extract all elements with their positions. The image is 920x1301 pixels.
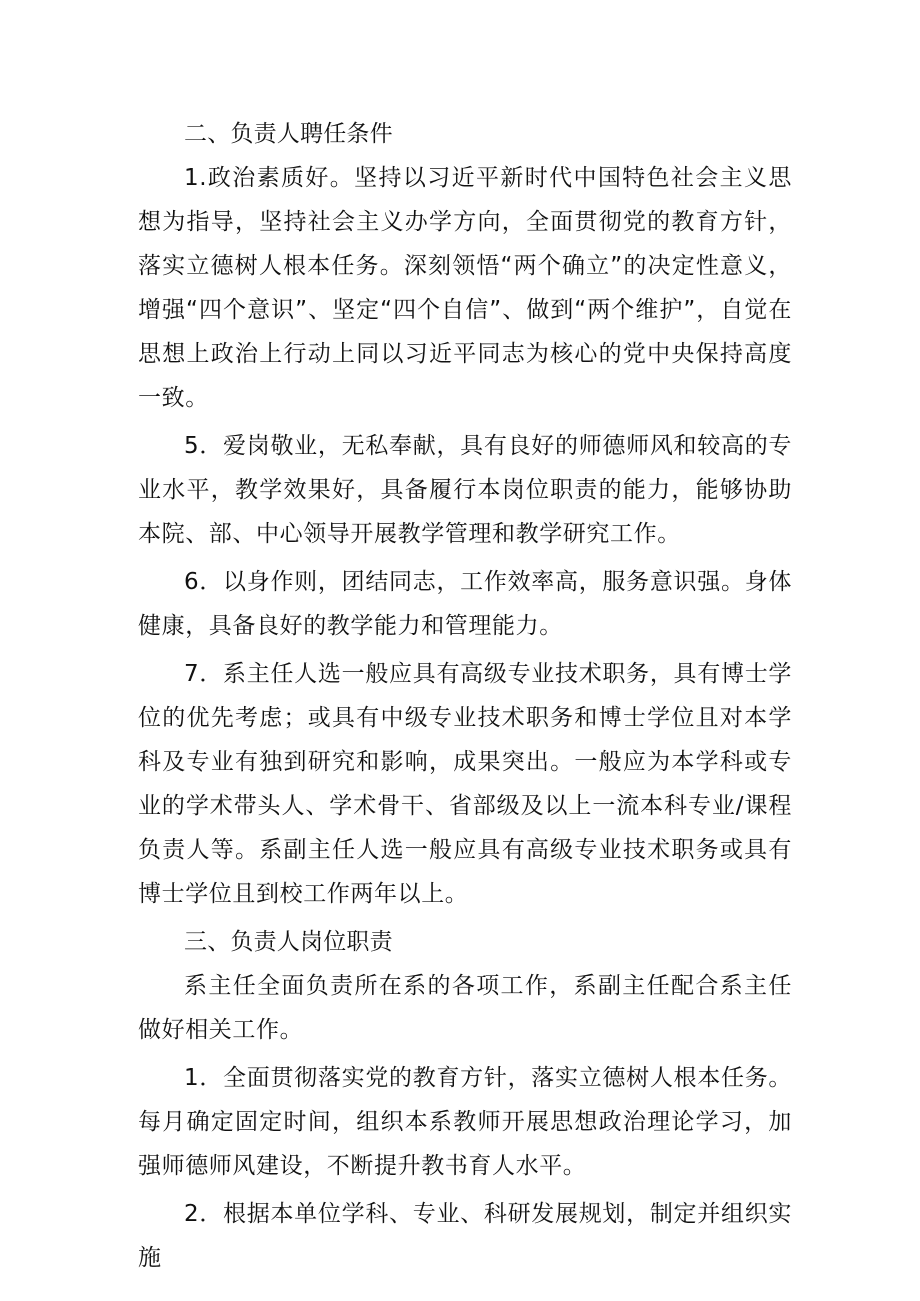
section-heading-appointment-conditions: 二、负责人聘任条件: [184, 121, 393, 147]
section-heading-job-responsibilities: 三、负责人岗位职责: [184, 929, 393, 955]
document-body: [138, 112, 792, 1284]
paragraph-responsibility-1: 1．全面贯彻落实党的教育方针，落实立德树人根本任务。每月确定固定时间，组织本系教师开展思想政治理论学习，加强师德师风建设，不断提升教书育人水平。: [138, 1065, 792, 1179]
paragraph-candidate-qualifications: 7．系主任人选一般应具有高级专业技术职务，具有博士学位的优先考虑；或具有中级专业技术职务和博士学位且对本学科及专业有独到研究和影响，成果突出。一般应为本学科或专业的学术带头人、学术骨干、省部级及以上一流本科专业/课程负责人等。系副主任人选一般应具有高级专业技术职务或具有博士学位且到校工作两年以上。: [138, 661, 792, 907]
paragraph-professional-dedication: 5．爱岗敬业，无私奉献，具有良好的师德师风和较高的专业水平，教学效果好，具备履行本岗位职责的能力，能够协助本院、部、中心领导开展教学管理和教学研究工作。: [138, 433, 792, 547]
paragraph-responsibility-overview: 系主任全面负责所在系的各项工作，系副主任配合系主任做好相关工作。: [138, 973, 792, 1043]
paragraph-leading-by-example: 6．以身作则，团结同志，工作效率高，服务意识强。身体健康，具备良好的教学能力和管理能力。: [138, 569, 792, 639]
paragraph-responsibility-2: 2．根据本单位学科、专业、科研发展规划，制定并组织实施: [138, 1201, 792, 1271]
paragraph-political-quality: 1.政治素质好。坚持以习近平新时代中国特色社会主义思想为指导，坚持社会主义办学方向，全面贯彻党的教育方针，落实立德树人根本任务。深刻领悟“两个确立”的决定性意义，增强“四个意识”、坚定“四个自信”、做到“两个维护”，自觉在思想上政治上行动上同以习近平同志为核心的党中央保持高度一致。: [138, 165, 792, 411]
